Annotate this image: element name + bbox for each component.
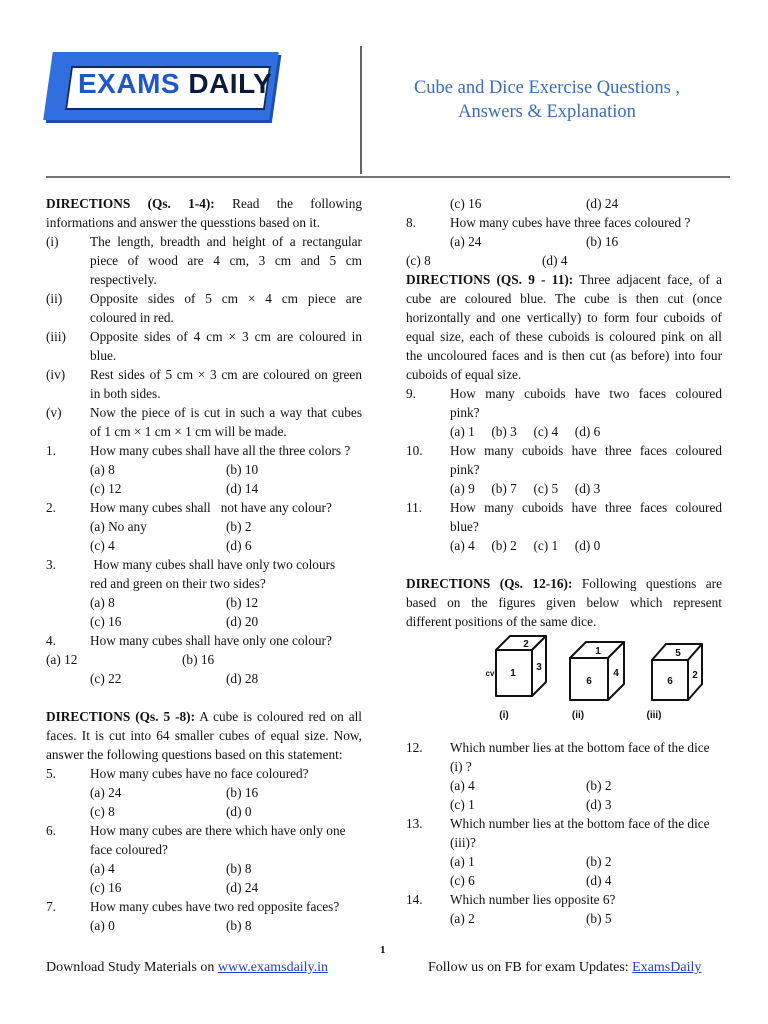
info-item-text (90, 251, 362, 270)
option: (d) 28 (226, 671, 259, 686)
directions-4-line-3: different positions of the same dice. (406, 614, 597, 629)
q5-number: 5. (46, 766, 56, 781)
directions-4-line (406, 574, 726, 593)
option: (a) 12 (46, 652, 78, 667)
q13 (406, 814, 726, 833)
directions-3-body-text: cuboids of equal size. (406, 367, 522, 382)
examsdaily-facebook-link[interactable]: ExamsDaily (632, 960, 702, 975)
q1-options-ab (46, 460, 362, 479)
die-i-front: 1 (510, 668, 516, 679)
q2-options-cd (46, 536, 362, 555)
q6 (46, 821, 362, 840)
q4 (46, 631, 362, 650)
directions-2-line-2 (46, 726, 362, 745)
q2 (46, 498, 362, 517)
info-item-text (90, 327, 362, 346)
info-item-text (90, 422, 287, 441)
q6-text-2: face coloured? (90, 842, 168, 857)
q11 (406, 498, 726, 517)
q1-number: 1. (46, 443, 56, 458)
q7-number: 7. (46, 899, 56, 914)
q10-text: How many cuboids have three faces coloured (450, 443, 722, 458)
info-item-number: (iii) (46, 329, 66, 344)
option: (d) 3 (586, 797, 612, 812)
option: (b) 2 (226, 519, 252, 534)
q5-text: How many cubes have no face coloured? (90, 766, 309, 781)
logo-word-exams: EXAMS (78, 68, 181, 99)
q2-options-ab (46, 517, 362, 536)
directions-3-body-line (406, 308, 726, 327)
info-item-text (90, 346, 116, 365)
directions-1-line-2: informations and answer the quesstions based on it. (46, 215, 321, 230)
option: (c) 22 (90, 671, 122, 686)
q3-text: How many cubes shall have only two colours (90, 557, 336, 572)
info-item-line (46, 365, 362, 384)
info-item-text-content: Rest sides of 5 cm × 3 cm are coloured on green (90, 367, 362, 382)
info-item-line (46, 232, 362, 251)
q9-options (406, 422, 726, 441)
info-item-text (90, 384, 161, 403)
q10-options-text: (a) 9 (b) 7 (c) 5 (d) 3 (450, 481, 601, 496)
info-item-text (90, 365, 362, 384)
q2-number: 2. (46, 500, 56, 515)
option: (b) 2 (586, 854, 612, 869)
q4-text: How many cubes shall have only one colour? (90, 633, 332, 648)
info-item-text-content: piece of wood are 4 cm, 3 cm and 5 cm (90, 253, 362, 268)
info-item-number: (i) (46, 234, 59, 249)
directions-3-body-text: cube are coloured blue. The cube is then cut (once (406, 291, 722, 306)
die-iii-top: 5 (675, 648, 681, 659)
q8 (406, 213, 726, 232)
option: (c) 16 (90, 880, 122, 895)
header-divider-horizontal (46, 176, 730, 178)
directions-3-body-text: equal size, each of these cuboids is coloured pink on all (406, 329, 722, 344)
directions-1-line (46, 194, 362, 213)
header-divider-vertical (360, 46, 362, 174)
info-item-text (90, 308, 174, 327)
q3-options-ab (46, 593, 362, 612)
die-iii-side: 2 (692, 670, 698, 681)
q2-text: How many cubes shall not have any colour? (90, 500, 332, 515)
directions-1-text: Read the following (232, 196, 363, 211)
footer-right-text: Follow us on FB for exam Updates: (428, 960, 633, 975)
q12-options-cd (406, 795, 726, 814)
directions-3-body-text: the uncoloured faces and is then cut (as before) into four (406, 348, 722, 363)
option: (d) 4 (586, 873, 612, 888)
directions-2-text: A cube is coloured red on all (199, 709, 362, 724)
q3-text-2: red and green on their two sides? (90, 576, 266, 591)
q4-options-ab (46, 650, 362, 669)
q13-options-ab (406, 852, 726, 871)
die-ii-front: 6 (586, 676, 592, 687)
info-item-text (90, 403, 362, 422)
directions-3-body-line (406, 327, 726, 346)
option: (d) 24 (226, 880, 259, 895)
q3-line-2 (46, 574, 362, 593)
q12-text-2: (i) ? (450, 759, 472, 774)
q14-number: 14. (406, 892, 423, 907)
directions-4-text-2: based on the figures given below which represent (406, 595, 722, 610)
info-item-number: (ii) (46, 291, 63, 306)
q10-options (406, 479, 726, 498)
q1-text: How many cubes shall have all the three colors ? (90, 443, 351, 458)
directions-3-body-line (406, 346, 726, 365)
q14 (406, 890, 726, 909)
info-item-text-content: coloured in red. (90, 310, 174, 325)
directions-4-label: DIRECTIONS (Qs. 12-16): (406, 576, 573, 591)
info-item-line (46, 289, 362, 308)
q12-options-ab (406, 776, 726, 795)
directions-1-label: DIRECTIONS (Qs. 1-4): (46, 196, 215, 211)
option: (a) 24 (450, 234, 482, 249)
q4-number: 4. (46, 633, 56, 648)
title-line-1: Cube and Dice Exercise Questions , (413, 78, 681, 98)
logo-word-daily: DAILY (188, 68, 273, 99)
q9-text: How many cuboids have two faces coloured (450, 386, 722, 401)
q4-options-cd (46, 669, 362, 688)
option: (b) 12 (226, 595, 259, 610)
info-item-text-content: Opposite sides of 5 cm × 4 cm piece are (90, 291, 362, 306)
directions-3-text: Three adjacent face, of a (579, 272, 722, 287)
die-ii-label: (ii) (571, 710, 585, 721)
info-item-line (46, 251, 362, 270)
directions-3-body-text: horizontally and one vertically) to form four cuboids of (406, 310, 722, 325)
option: (c) 16 (450, 196, 482, 211)
info-item-text-content: respectively. (90, 272, 157, 287)
q11-text: How many cuboids have three faces coloured (450, 500, 722, 515)
option: (b) 16 (586, 234, 619, 249)
option: (a) 4 (450, 778, 475, 793)
option: (c) 6 (450, 873, 475, 888)
option: (a) 1 (450, 854, 475, 869)
q9-line-2 (406, 403, 726, 422)
q6-options-ab (46, 859, 362, 878)
info-item-text-content: in both sides. (90, 386, 161, 401)
q3 (46, 555, 362, 574)
q10-number: 10. (406, 443, 423, 458)
examsdaily-website-link[interactable]: www.examsdaily.in (217, 960, 329, 975)
q6-options-cd (46, 878, 362, 897)
option: (c) 16 (90, 614, 122, 629)
option: (d) 0 (226, 804, 252, 819)
page-number: 1 (380, 944, 386, 956)
option: (a) 0 (90, 918, 115, 933)
info-item-line (46, 270, 362, 289)
q11-number: 11. (406, 500, 423, 515)
option: (b) 8 (226, 861, 252, 876)
q12-number: 12. (406, 740, 423, 755)
q3-options-cd (46, 612, 362, 631)
directions-2-line-3: answer the following questions based on this statement: (46, 747, 343, 762)
right-column-lower (406, 738, 726, 928)
directions-3-label: DIRECTIONS (QS. 9 - 11): (406, 272, 574, 287)
q5 (46, 764, 362, 783)
q7-text: How many cubes have two red opposite faces? (90, 899, 340, 914)
q5-options-cd (46, 802, 362, 821)
q3-number: 3. (46, 557, 56, 572)
q10 (406, 441, 726, 460)
info-item-text-content: of 1 cm × 1 cm × 1 cm will be made. (90, 424, 287, 439)
info-item-line (46, 384, 362, 403)
q13-line-2 (406, 833, 726, 852)
info-item-text-content: The length, breadth and height of a rectangular (90, 234, 362, 249)
die-ii-side: 4 (613, 668, 619, 679)
option: (b) 16 (226, 785, 259, 800)
title-line-2: Answers & Explanation (458, 102, 636, 122)
info-item-text-content: Opposite sides of 4 cm × 3 cm are coloured in (90, 329, 362, 344)
q7 (46, 897, 362, 916)
directions-3-body-line (406, 289, 726, 308)
info-item-text (90, 270, 157, 289)
q9-text-2: pink? (450, 405, 480, 420)
option: (d) 6 (226, 538, 252, 553)
q9 (406, 384, 726, 403)
option: (b) 2 (586, 778, 612, 793)
option: (b) 5 (586, 911, 612, 926)
option: (a) 8 (90, 595, 115, 610)
dice-figure (470, 632, 740, 726)
option: (c) 8 (90, 804, 115, 819)
page-title (372, 76, 722, 124)
q8-options-cd (406, 251, 726, 270)
info-item-line (46, 403, 362, 422)
spacer (406, 555, 726, 574)
q6-text: How many cubes are there which have only one (90, 823, 346, 838)
info-items (46, 232, 362, 441)
die-i-left-mark: cv (485, 669, 495, 678)
directions-3-body-line (406, 365, 726, 384)
option: (d) 14 (226, 481, 259, 496)
info-item-number: (iv) (46, 367, 66, 382)
directions-4-text: Following questions are (581, 576, 723, 591)
q8-number: 8. (406, 215, 416, 230)
directions-4-line-2 (406, 593, 726, 612)
q11-options-text: (a) 4 (b) 2 (c) 1 (d) 0 (450, 538, 601, 553)
footer-right (428, 960, 701, 976)
q9-options-text: (a) 1 (b) 3 (c) 4 (d) 6 (450, 424, 601, 439)
q8-text: How many cubes have three faces coloured ? (450, 215, 691, 230)
q13-number: 13. (406, 816, 423, 831)
q11-text-2: blue? (450, 519, 479, 534)
option: (d) 4 (542, 253, 568, 268)
q14-options-ab (406, 909, 726, 928)
q7-options-cd (406, 194, 726, 213)
q10-text-2: pink? (450, 462, 480, 477)
q13-text: Which number lies at the bottom face of the dice (450, 816, 710, 831)
directions-3-body (406, 289, 726, 384)
die-i-label: (i) (499, 710, 509, 721)
q13-text-2: (iii)? (450, 835, 476, 850)
info-item-text (90, 232, 362, 251)
option: (c) 4 (90, 538, 115, 553)
info-item-line (46, 346, 362, 365)
die-i-side: 3 (536, 662, 542, 673)
info-item-line (46, 327, 362, 346)
footer-left (46, 960, 328, 976)
directions-2-label: DIRECTIONS (Qs. 5 -8): (46, 709, 195, 724)
q12-text: Which number lies at the bottom face of the dice (450, 740, 710, 755)
footer-left-text: Download Study Materials on (46, 960, 218, 975)
q1 (46, 441, 362, 460)
q5-options-ab (46, 783, 362, 802)
q12 (406, 738, 726, 757)
option: (c) 12 (90, 481, 122, 496)
directions-2-line (46, 707, 362, 726)
info-item-line (46, 422, 362, 441)
die-i-top: 2 (523, 639, 529, 650)
q6-line-2 (46, 840, 362, 859)
option: (d) 20 (226, 614, 259, 629)
option: (c) 1 (450, 797, 475, 812)
info-item-number: (v) (46, 405, 62, 420)
info-item-text (90, 289, 362, 308)
info-item-text-content: blue. (90, 348, 117, 363)
q11-options (406, 536, 726, 555)
info-item-line (46, 308, 362, 327)
option: (c) 8 (406, 253, 431, 268)
option: (b) 16 (182, 652, 215, 667)
exams-daily-logo (48, 46, 288, 126)
directions-3-line (406, 270, 726, 289)
directions-2-text-2: faces. It is cut into 64 smaller cubes of equal size. Now, (46, 728, 362, 743)
q7-options-ab (46, 916, 362, 935)
die-ii-top: 1 (595, 646, 601, 657)
die-iii-label: (iii) (646, 710, 662, 721)
option: (a) 2 (450, 911, 475, 926)
q8-options-ab (406, 232, 726, 251)
q9-number: 9. (406, 386, 416, 401)
q10-line-2 (406, 460, 726, 479)
option: (b) 8 (226, 918, 252, 933)
q11-line-2 (406, 517, 726, 536)
spacer (46, 688, 362, 707)
option: (d) 24 (586, 196, 619, 211)
q1-options-cd (46, 479, 362, 498)
q6-number: 6. (46, 823, 56, 838)
q13-options-cd (406, 871, 726, 890)
q14-text: Which number lies opposite 6? (450, 892, 616, 907)
option: (a) No any (90, 519, 147, 534)
right-column (406, 194, 726, 631)
option: (a) 4 (90, 861, 115, 876)
left-column (46, 194, 362, 935)
option: (a) 24 (90, 785, 122, 800)
option: (a) 8 (90, 462, 115, 477)
info-item-text-content: Now the piece of is cut in such a way that cubes (90, 405, 362, 420)
q12-line-2 (406, 757, 726, 776)
die-iii-front: 6 (667, 676, 673, 687)
option: (b) 10 (226, 462, 259, 477)
